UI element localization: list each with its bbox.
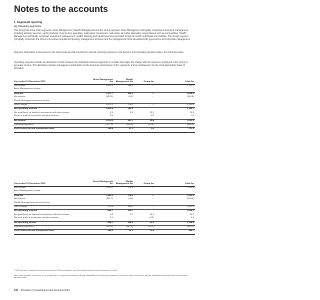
row-value: 0.7 — [129, 213, 133, 216]
row-value: 1,021.5 — [105, 103, 113, 106]
row-value: 180.2 — [127, 108, 133, 111]
row-value: 1,551.4 — [105, 85, 113, 87]
row-value: — — [151, 198, 154, 201]
row-value: 1,005.9 — [105, 108, 113, 111]
column-header: Group £m — [143, 81, 154, 83]
row-value: 284.7 — [188, 230, 194, 233]
row-value: (492.5) — [106, 96, 113, 99]
row-label: Operating expenses — [14, 225, 34, 228]
row-value: 4.9 — [190, 217, 194, 220]
row-value: 181.1 — [127, 119, 133, 122]
row-label: Profit before tax and exceptional items — [14, 128, 55, 131]
row-label: Profit before tax and exceptional items — [14, 230, 55, 233]
row-label: Fee income — [14, 85, 26, 87]
row-label: Asset Management income — [14, 190, 41, 193]
row-value: 1,222.5 — [186, 119, 194, 122]
row-label: Net gain/(loss) on financial instruments and other income — [14, 111, 70, 114]
paragraph-3: Operating expenses include an allocation of costs between the individual business segments on a basis that aligns the charge with the resources employed in the Group to generate income. This allocation provides management information on the business performance of the segments, and is considered to be the most appropriate basis of allocation. — [14, 62, 188, 70]
column-header: Wealth Management £m — [115, 180, 133, 185]
row-value: (518.3) — [187, 198, 194, 201]
row-label: Share of profit of associates and joint ventures — [14, 217, 59, 220]
page-footer — [14, 289, 70, 292]
row-value: 3.0 — [150, 128, 154, 131]
footer-text: Schroders | Annual Report and Accounts 2013 — [20, 289, 70, 292]
row-label: Revenue — [14, 194, 24, 197]
row-value: 0.6 — [150, 115, 154, 118]
column-header: Group £m — [143, 183, 154, 185]
row-label: Wealth Management interest income — [14, 201, 50, 204]
row-value: 1,186.1 — [186, 108, 194, 111]
row-value: 166.8 — [127, 221, 133, 224]
row-value: 1,569.8 — [186, 187, 194, 189]
row-value: 178.0 — [127, 103, 133, 106]
row-value: (8.3) — [128, 96, 133, 99]
row-value: 1,395.2 — [105, 187, 113, 189]
segment-table-2012 — [14, 178, 195, 235]
row-value: (850.0) — [187, 123, 194, 126]
row-label: Net gain/(loss) on financial instruments and other income — [14, 213, 70, 216]
row-value: (500.8) — [187, 96, 194, 99]
row-value: 0.9 — [129, 111, 133, 114]
row-label: Share of profit of associates and joint ventures — [14, 115, 59, 118]
row-value: 1,064.2 — [186, 210, 194, 213]
row-value: — — [151, 85, 154, 87]
row-label: Revenue — [14, 92, 24, 95]
row-label: Net interest — [14, 96, 26, 99]
row-value: 0.9 — [109, 213, 113, 216]
row-value: 1,199.5 — [186, 103, 194, 106]
row-value: 7.0 — [190, 115, 194, 118]
row-label: Net operating revenue — [14, 108, 38, 111]
row-value: 166.1 — [127, 210, 133, 213]
row-value: (22.8) — [148, 123, 154, 126]
row-value: — — [151, 187, 154, 189]
column-header: Total £m — [185, 183, 194, 185]
row-value: (677.2) — [106, 123, 113, 126]
row-value: — — [151, 103, 154, 106]
footnote-1: * 2012 has been restated to be consistent with the 2013 presentation - see Presentation of the financial statements in note 1. — [14, 270, 119, 272]
row-value: 1,698.0 — [186, 92, 194, 95]
row-value: 174.6 — [127, 187, 133, 189]
row-value: 1,041.6 — [186, 205, 194, 208]
row-value: 25.2 — [149, 111, 154, 114]
row-value: 898.1 — [107, 210, 113, 213]
column-header: Wealth Management £m — [115, 78, 133, 83]
row-value: (150.0) — [126, 123, 133, 126]
row-value: 1,385.3 — [105, 194, 113, 197]
row-label: Fee income — [14, 187, 26, 189]
row-label: Net income — [14, 119, 26, 122]
row-value: (820.1) — [187, 225, 194, 228]
row-label: Net operating revenue — [14, 210, 38, 213]
table-row — [14, 229, 195, 234]
page-number: 106 — [14, 289, 18, 292]
row-label: Net operating income — [14, 221, 37, 224]
row-label: Gross margin — [14, 205, 28, 208]
row-value: (6.6) — [128, 198, 133, 201]
footnote-2: Net income includes income that is not recognised in a segment but would be directly attributable to the operating segments in a manner which is consistent with the information reported to the chief operating decision maker. — [14, 275, 187, 280]
row-value: 34.1 — [149, 213, 154, 216]
row-value: 1,559.9 — [186, 194, 194, 197]
row-value: 1,015.6 — [105, 119, 113, 122]
row-value: 186.3 — [127, 92, 133, 95]
row-value: (511.7) — [106, 198, 113, 201]
row-label: Operating expenses — [14, 123, 34, 126]
row-value: 3.3 — [109, 111, 113, 114]
page-title: Notes to the accounts — [14, 4, 109, 14]
row-label: Wealth Management interest income — [14, 99, 50, 102]
row-value: — — [151, 194, 154, 197]
table-row — [14, 127, 195, 132]
row-value: — — [151, 92, 154, 95]
row-value: 372.5 — [188, 128, 194, 131]
table-period: Year ended 31 December 2013 — [14, 81, 46, 84]
row-value: (655.5) — [106, 225, 113, 228]
row-value: 33.9 — [149, 221, 154, 224]
row-value: (23.1) — [148, 225, 154, 228]
row-value: 168.0 — [127, 205, 133, 208]
segment-table-2013 — [14, 76, 195, 133]
paragraph-1: The Group has three main segments: Asset Management, Wealth Management and the Group segment. Asset Management principally comprises investment management including advisory services, equity products, fixed income securities, multi-asset investments, real estate and other alternative asset classes such as commodities. Wealth Management principally comprises investment management, wealth planning and banking services provided to high net worth individuals and charities. The Group segment principally comprises the Group's investment capital and treasury management activities and the management costs associated with governance and corporate management. — [14, 30, 191, 41]
table-period: Year ended 31 December 2012 — [14, 183, 46, 186]
row-label: Asset Management income — [14, 88, 41, 91]
row-value: 1,737.7 — [186, 85, 194, 87]
row-value: 338.4 — [107, 128, 113, 131]
row-value: 186.3 — [127, 85, 133, 87]
row-value: 25.8 — [149, 119, 154, 122]
row-value: 1,104.8 — [186, 221, 194, 224]
row-value: 5.1 — [109, 217, 113, 220]
column-header: Asset Management £m — [93, 180, 113, 185]
row-value: 29.4 — [189, 111, 194, 114]
row-value: 35.7 — [189, 213, 194, 216]
row-value: (141.5) — [126, 225, 133, 228]
row-value: 873.6 — [107, 205, 113, 208]
row-value: (0.2) — [149, 217, 154, 220]
table-header — [14, 178, 195, 186]
row-value: — — [151, 96, 154, 99]
section-heading-text: Segmental reporting — [16, 21, 43, 24]
row-value: 6.4 — [109, 115, 113, 118]
row-value: 248.6 — [107, 230, 113, 233]
table-header — [14, 76, 195, 84]
row-value: 1,511.7 — [105, 92, 113, 95]
column-header: Total £m — [185, 81, 194, 83]
section-heading — [14, 21, 42, 24]
section-number: 1. — [14, 21, 17, 24]
row-value: 10.8 — [149, 230, 154, 233]
row-label: Net interest — [14, 198, 26, 201]
row-value: 25.3 — [128, 230, 133, 233]
row-label: Gross margin — [14, 103, 28, 106]
column-header: Asset Management £m — [93, 78, 113, 83]
row-value: 31.1 — [128, 128, 133, 131]
subsection-heading: (a) Operating segments — [14, 25, 42, 28]
row-value: 904.1 — [107, 221, 113, 224]
row-value: — — [151, 205, 154, 208]
paragraph-2: Segment information is presented on the same basis as that provided for internal reporting purposes to the Group's chief operating decision maker, the Chief Executive. — [14, 52, 185, 54]
row-value: 174.6 — [127, 194, 133, 197]
